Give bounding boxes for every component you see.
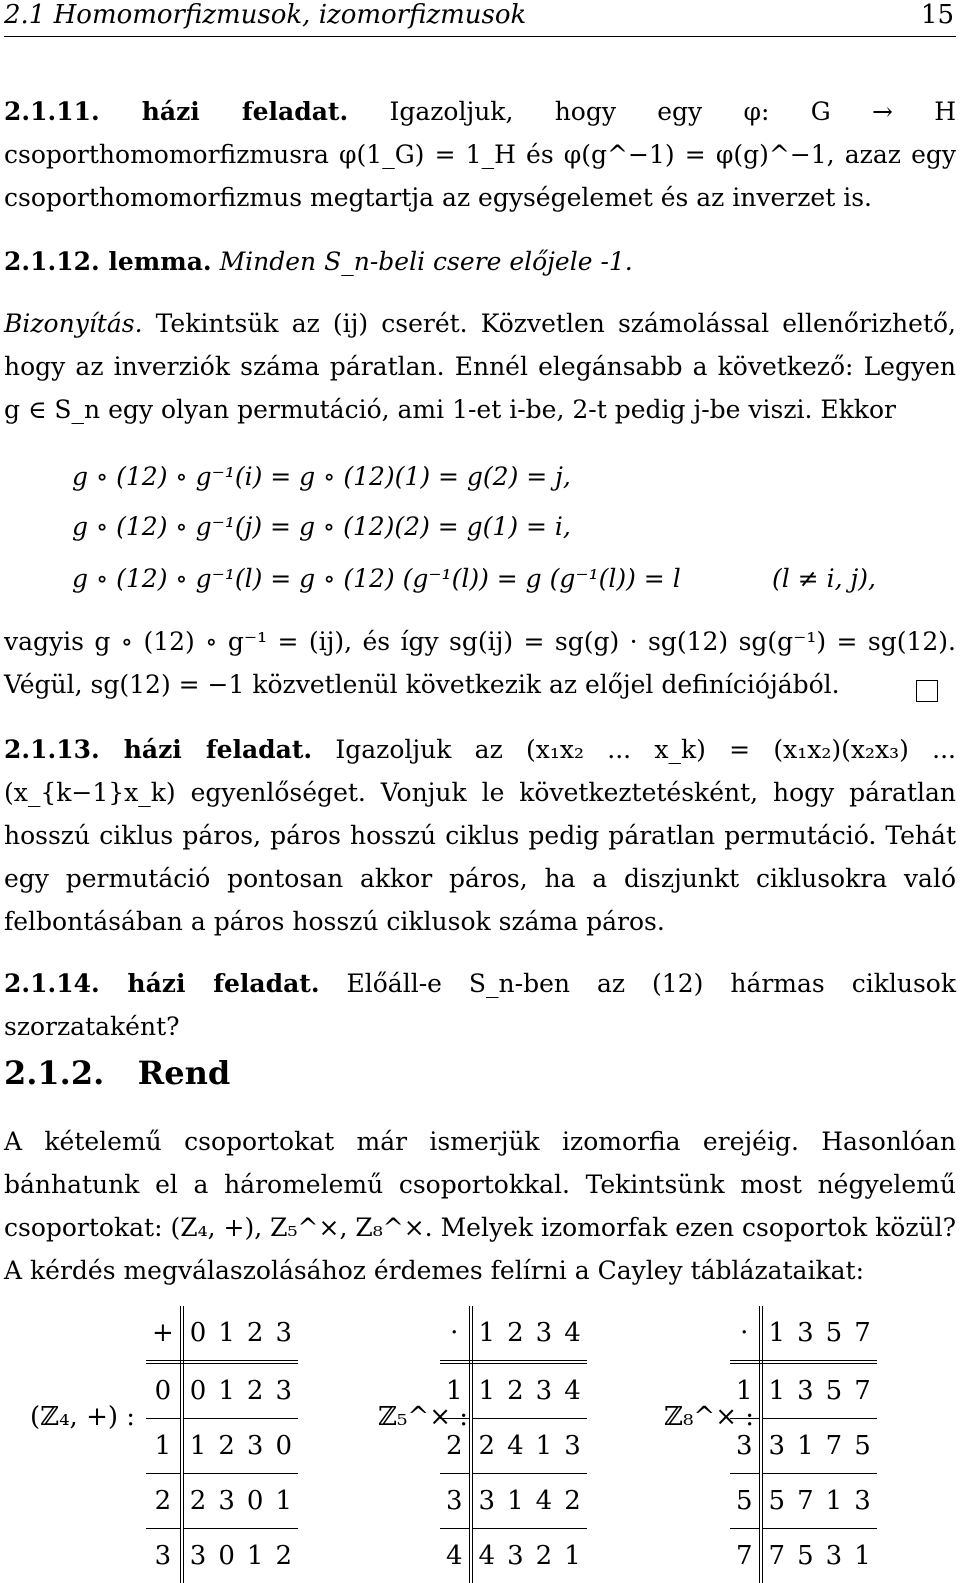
cayley-table-z5 [440, 1306, 587, 1583]
table-cell: 7 [761, 1529, 792, 1583]
table-cell: 4 [501, 1419, 530, 1474]
table-header-cell: 3 [269, 1306, 298, 1362]
exercise-2-1-11 [4, 90, 956, 219]
table-cell: 5 [761, 1474, 792, 1529]
table-header-cell: 3 [791, 1306, 820, 1362]
qed-box-icon [916, 680, 938, 702]
table-operator: + [146, 1306, 182, 1362]
table-cell: 4 [471, 1529, 502, 1583]
cayley-table-z4 [146, 1306, 298, 1583]
table-label-z5: ℤ₅^× : [378, 1402, 468, 1432]
table-header-cell: 7 [848, 1306, 877, 1362]
table-cell: 7 [820, 1419, 849, 1474]
equation-1: g ∘ (12) ∘ g⁻¹(i) = g ∘ (12)(1) = g(2) = j, [72, 462, 571, 492]
proof-label: Bizonyítás. [4, 309, 143, 338]
table-cell: 2 [212, 1419, 241, 1474]
table-cell: 0 [182, 1362, 213, 1419]
exercise-2-1-13 [4, 728, 956, 943]
table-cell: 3 [761, 1419, 792, 1474]
section-heading [4, 1054, 230, 1092]
table-cell: 4 [558, 1362, 587, 1419]
table-cell: 3 [269, 1362, 298, 1419]
table-cell: 2 [530, 1529, 559, 1583]
table-operator: · [730, 1306, 761, 1362]
table-header-cell: 4 [558, 1306, 587, 1362]
exercise-label: 2.1.14. házi feladat. [4, 969, 320, 998]
exercise-text: Igazoljuk az (x₁x₂ ... x_k) = (x₁x₂)(x₂x₃) ... (x_{k−1}x_k) egyenlőséget. Vonjuk le következtetésként, hogy páratlan hosszú ciklus páros, páros hosszú ciklus pedig páratlan permutáció. Tehát egy permutáció pontosan akkor páros, ha a diszjunkt ciklusokra való felbontásában a páros hosszú ciklusok száma páros. [4, 735, 956, 936]
table-cell: 5 [791, 1529, 820, 1583]
exercise-label: 2.1.13. házi feladat. [4, 735, 312, 764]
table-header-cell: 0 [182, 1306, 213, 1362]
table-operator: · [440, 1306, 471, 1362]
exercise-text: Előáll-e S_n-ben az (12) hármas ciklusok szorzataként? [4, 969, 956, 1041]
table-cell: 4 [530, 1474, 559, 1529]
table-cell: 3 [182, 1529, 213, 1583]
table-cell: 1 [730, 1362, 761, 1419]
table-cell: 3 [820, 1529, 849, 1583]
equation-3: g ∘ (12) ∘ g⁻¹(l) = g ∘ (12) (g⁻¹(l)) = g (g⁻¹(l)) = l [72, 564, 681, 594]
table-cell: 1 [530, 1419, 559, 1474]
table-header-cell: 3 [530, 1306, 559, 1362]
table-cell: 1 [791, 1419, 820, 1474]
table-header-cell: 2 [501, 1306, 530, 1362]
table-cell: 3 [471, 1474, 502, 1529]
table-cell: 3 [848, 1474, 877, 1529]
table-cell: 3 [791, 1362, 820, 1419]
proof-conclusion [4, 620, 956, 706]
table-cell: 3 [730, 1419, 761, 1474]
table-cell: 3 [241, 1419, 270, 1474]
table-cell: 3 [501, 1529, 530, 1583]
table-cell: 1 [212, 1362, 241, 1419]
table-cell: 1 [761, 1362, 792, 1419]
table-cell: 7 [730, 1529, 761, 1583]
table-cell: 1 [241, 1529, 270, 1583]
table-cell: 3 [530, 1362, 559, 1419]
exercise-label: 2.1.11. házi feladat. [4, 97, 348, 126]
table-cell: 7 [791, 1474, 820, 1529]
page-number: 15 [921, 0, 954, 30]
table-cell: 1 [440, 1362, 471, 1419]
table-cell: 3 [558, 1419, 587, 1474]
table-cell: 2 [241, 1362, 270, 1419]
table-header-cell: 1 [212, 1306, 241, 1362]
table-label-z4: (ℤ₄, +) : [30, 1402, 135, 1432]
table-cell: 1 [269, 1474, 298, 1529]
exercise-text: Igazoljuk, hogy egy φ: G → H csoporthomomorfizmusra φ(1_G) = 1_H és φ(g^−1) = φ(g)^−1, azaz egy csoporthomomorfizmus megtartja az egységelemet és az inverzet is. [4, 97, 956, 212]
table-cell: 3 [440, 1474, 471, 1529]
exercise-2-1-14 [4, 962, 956, 1048]
proof [4, 302, 956, 431]
cayley-table-z8 [730, 1306, 877, 1583]
table-cell: 1 [820, 1474, 849, 1529]
running-header [4, 0, 956, 37]
table-cell: 1 [146, 1419, 182, 1474]
equation-3-condition: (l ≠ i, j), [772, 564, 876, 594]
table-cell: 3 [212, 1474, 241, 1529]
section-number: 2.1.2. [4, 1054, 104, 1092]
table-header-cell: 1 [471, 1306, 502, 1362]
table-cell: 1 [558, 1529, 587, 1583]
table-cell: 0 [269, 1419, 298, 1474]
table-cell: 1 [471, 1362, 502, 1419]
table-cell: 7 [848, 1362, 877, 1419]
proof-text: Tekintsük az (ij) cserét. Közvetlen számolással ellenőrizhető, hogy az inverziók száma páratlan. Ennél elegánsabb a következő: Legyen g ∈ S_n egy olyan permutáció, ami 1-et i-be, 2-t pedig j-be viszi. Ekkor [4, 309, 956, 424]
table-cell: 1 [182, 1419, 213, 1474]
proof-end-text: vagyis g ∘ (12) ∘ g⁻¹ = (ij), és így sg(ij) = sg(g) · sg(12) sg(g⁻¹) = sg(12). Végül, sg(12) = −1 közvetlenül következik az előjel definíciójából. [4, 627, 956, 699]
table-cell: 0 [146, 1362, 182, 1419]
equation-2: g ∘ (12) ∘ g⁻¹(j) = g ∘ (12)(2) = g(1) = i, [72, 512, 571, 542]
table-cell: 2 [440, 1419, 471, 1474]
table-cell: 1 [501, 1474, 530, 1529]
table-cell: 3 [146, 1529, 182, 1583]
table-cell: 2 [501, 1362, 530, 1419]
table-cell: 2 [182, 1474, 213, 1529]
table-label-z8: ℤ₈^× : [664, 1402, 754, 1432]
table-header-cell: 1 [761, 1306, 792, 1362]
table-cell: 2 [558, 1474, 587, 1529]
table-header-cell: 2 [241, 1306, 270, 1362]
table-cell: 0 [212, 1529, 241, 1583]
table-cell: 5 [730, 1474, 761, 1529]
table-cell: 2 [471, 1419, 502, 1474]
table-cell: 0 [241, 1474, 270, 1529]
header-title: 2.1 Homomorfizmusok, izomorfizmusok [4, 0, 526, 30]
section-title: Rend [138, 1054, 231, 1092]
table-header-cell: 5 [820, 1306, 849, 1362]
lemma-text: Minden S_n-beli csere előjele -1. [220, 247, 633, 276]
table-cell: 4 [440, 1529, 471, 1583]
table-cell: 2 [269, 1529, 298, 1583]
table-cell: 1 [848, 1529, 877, 1583]
table-cell: 5 [848, 1419, 877, 1474]
table-cell: 2 [146, 1474, 182, 1529]
table-cell: 5 [820, 1362, 849, 1419]
lemma-2-1-12 [4, 240, 956, 283]
lemma-label: 2.1.12. lemma. [4, 247, 212, 276]
intro-paragraph: A kételemű csoportokat már ismerjük izomorfia erejéig. Hasonlóan bánhatunk el a háromelemű csoportokkal. Tekintsünk most négyelemű csoportokat: (Z₄, +), Z₅^×, Z₈^×. Melyek izomorfak ezen csoportok közül? A kérdés megválaszolásához érdemes felírni a Cayley táblázataikat: [4, 1120, 956, 1292]
